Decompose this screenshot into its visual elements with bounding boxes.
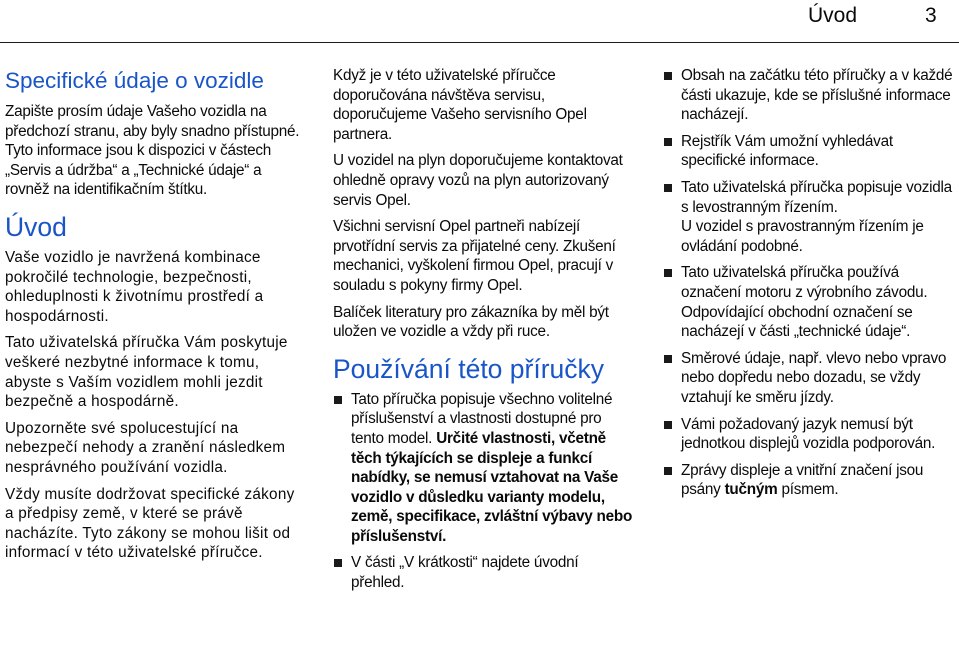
- square-bullet-icon: [664, 184, 672, 192]
- paragraph: Všichni servisní Opel partneři nabízejí prvotřídní servis za přijatelné ceny. Zkušení mechanici, vyškolení firmou Opel, pracují v souladu s pokyny firmy Opel.: [333, 218, 616, 294]
- list-item: [663, 461, 955, 500]
- bullet-text: Směrové údaje, např. vlevo nebo vpravo nebo dopředu nebo dozadu, se vždy vztahují ke směru jízdy.: [681, 349, 947, 406]
- bullet-list: [663, 66, 955, 500]
- bullet-text: Zprávy displeje a vnitřní značení jsou psány: [681, 461, 924, 499]
- square-bullet-icon: [664, 467, 672, 475]
- square-bullet-icon: [664, 72, 672, 80]
- bullet-text: Rejstřík Vám umožní vyhledávat specifické informace.: [681, 132, 893, 170]
- list-item: [663, 66, 955, 125]
- bullet-text-tail: písmem.: [781, 481, 839, 499]
- page-header: [0, 0, 959, 46]
- paragraph: Když je v této uživatelské příručce doporučována návštěva servisu, doporučujeme Vašeho servisního Opel partnera.: [333, 67, 587, 143]
- bullet-text: Tato příručka popisuje všechno volitelné příslušenství a vlastnosti dostupné pro tento model.: [351, 390, 613, 447]
- heading-vehicle-data: Specifické údaje o vozidle: [5, 68, 264, 93]
- column-left: [5, 66, 301, 570]
- column-middle: [333, 66, 635, 600]
- bullet-text: Tato uživatelská příručka popisuje vozidla s levostranným řízením.: [681, 178, 952, 216]
- square-bullet-icon: [664, 269, 672, 277]
- paragraph: Tato uživatelská příručka Vám poskytuje veškeré nezbytné informace k tomu, abyste s Vaším vozidlem mohli jezdit bezpečně a hospodárně.: [5, 334, 288, 411]
- bullet-text: Obsah na začátku této příručky a v každé části ukazuje, kde se příslušné informace nacházejí.: [681, 67, 953, 124]
- bullet-bold-text: tučným: [724, 481, 778, 499]
- list-item: [333, 390, 635, 547]
- paragraph: U vozidel na plyn doporučujeme kontaktovat ohledně opravy vozů na plyn autorizovaný servis Opel.: [333, 152, 623, 209]
- square-bullet-icon: [664, 138, 672, 146]
- list-item: [663, 132, 955, 171]
- paragraph: Upozorněte své spolucestující na nebezpečí nehody a zranění následkem nesprávného používání vozidla.: [5, 419, 286, 476]
- square-bullet-icon: [664, 421, 672, 429]
- list-item: [663, 178, 955, 256]
- intro-paragraph: Zapište prosím údaje Vašeho vozidla na předchozí stranu, aby byly snadno přístupné. Tyto informace jsou k dispozici v částech „Servis a údržba“ a „Technické údaje“ a rovněž na identifikačním štítku.: [5, 103, 300, 199]
- heading-using-manual: Používání této příručky: [333, 353, 605, 384]
- square-bullet-icon: [334, 396, 342, 404]
- list-item: [663, 415, 955, 454]
- paragraph: Vždy musíte dodržovat specifické zákony a předpisy země, v které se právě nacházíte. Tyto zákony se mohou lišit od informací v této uživatelské příručce.: [5, 485, 295, 562]
- bullet-text: Vámi požadovaný jazyk nemusí být jednotkou displejů vozidla podporován.: [681, 415, 936, 453]
- bullet-continuation: U vozidel s pravostranným řízením je ovládání podobné.: [681, 218, 924, 255]
- list-item: [663, 349, 955, 408]
- header-title: Úvod: [808, 4, 858, 27]
- header-divider: [0, 42, 959, 43]
- bullet-text: V části „V krátkosti“ najdete úvodní přehled.: [351, 554, 579, 592]
- heading-introduction: Úvod: [5, 211, 67, 242]
- bullet-bold-text: Určité vlastnosti, včetně těch týkajících se displeje a funkcí nabídky, se nemusí vztahovat na Vaše vozidlo v důsledku varianty modelu, země, specifikace, zvláštní výbavy nebo příslušenství.: [351, 429, 633, 545]
- list-item: [663, 263, 955, 341]
- square-bullet-icon: [664, 355, 672, 363]
- paragraph: Balíček literatury pro zákazníka by měl být uložen ve vozidle a vždy při ruce.: [333, 303, 609, 341]
- paragraph: Vaše vozidlo je navržená kombinace pokročilé technologie, bezpečnosti, ohleduplnosti k životnímu prostředí a hospodárnosti.: [5, 248, 264, 325]
- bullet-text: Tato uživatelská příručka používá označení motoru z výrobního závodu. Odpovídající obchodní označení se nacházejí v části „technické údaje“.: [681, 264, 928, 341]
- column-right: [663, 66, 955, 507]
- bullet-list: [333, 390, 635, 593]
- list-item: [333, 553, 635, 592]
- square-bullet-icon: [334, 559, 342, 567]
- page-number: 3: [925, 4, 937, 27]
